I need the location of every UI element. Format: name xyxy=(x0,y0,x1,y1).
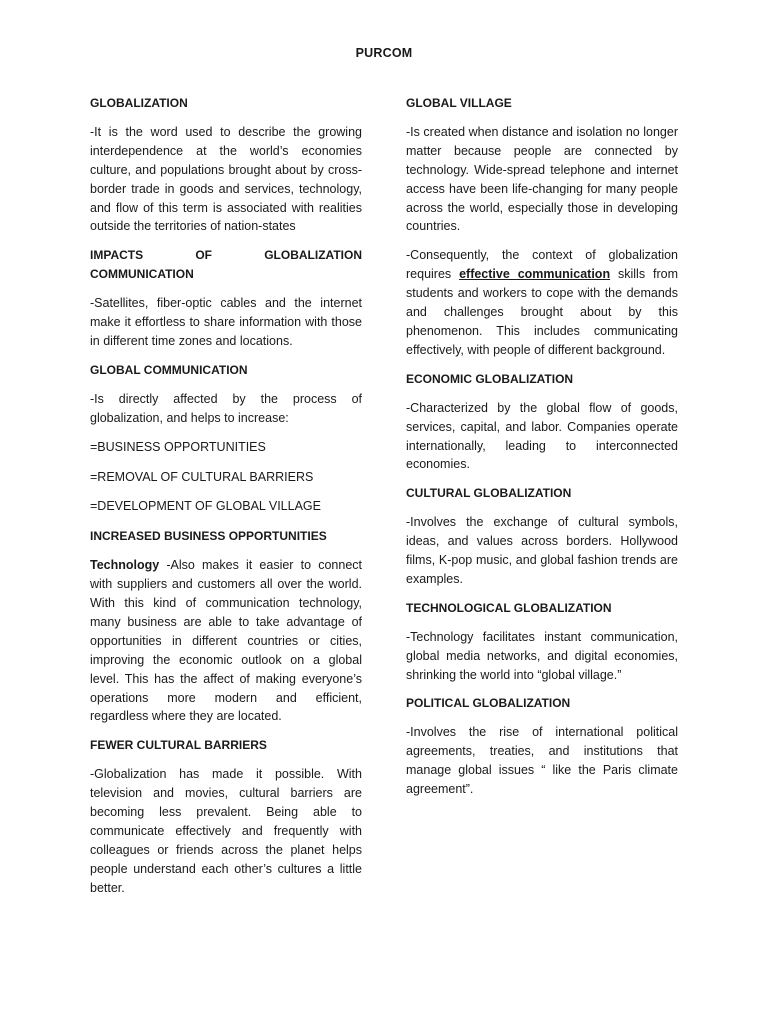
paragraph-economic-globalization: -Characterized by the global flow of goods, services, capital, and labor. Companies operate internationally, leading to interconnected economies. xyxy=(406,400,678,472)
paragraph-political-globalization: -Involves the rise of international political agreements, treaties, and institutions that manage global issues “ like the Paris climate agreement”. xyxy=(406,725,678,797)
paragraph-cultural-barriers: -Globalization has made it possible. With television and movies, cultural barriers are becoming less prevalent. Being able to communicate effectively and frequently with colleagues or friends across the planet helps people understand each other’s cultures a little better. xyxy=(90,767,362,895)
heading-political-globalization: POLITICAL GLOBALIZATION xyxy=(406,696,571,711)
paragraph-technological-globalization: -Technology facilitates instant communication, global media networks, and digital economies, shrinking the world into “global village.” xyxy=(406,629,678,682)
heading-cultural-globalization: CULTURAL GLOBALIZATION xyxy=(406,486,572,501)
business-text: -Also makes it easier to connect with suppliers and customers all over the world. With this kind of communication technology, many business are able to take advantage of opportunities in different countries or cities, improving the economic outlook on a global level. This has the affect of making everyone’s operations more modern and efficient, regardless where they are located. xyxy=(90,558,362,724)
heading-global-communication: GLOBAL COMMUNICATION xyxy=(90,362,248,377)
bullet-item: =BUSINESS OPPORTUNITIES xyxy=(90,439,266,454)
effective-communication-term: effective communication xyxy=(459,267,611,282)
heading-cultural-barriers: FEWER CULTURAL BARRIERS xyxy=(90,738,267,753)
heading-impacts: IMPACTS OF GLOBALIZATION COMMUNICATION xyxy=(90,248,362,282)
paragraph-business-opportunities xyxy=(90,556,362,726)
heading-globalization: GLOBALIZATION xyxy=(90,96,188,110)
paragraph-global-communication: -Is directly affected by the process of globalization, and helps to increase: xyxy=(90,391,362,425)
paragraph-cultural-globalization: -Involves the exchange of cultural symbols, ideas, and values across borders. Hollywood films, K-pop music, and global fashion trends are examples. xyxy=(406,515,678,586)
paragraph-impacts: -Satellites, fiber-optic cables and the internet make it effortless to share information with those in different time zones and locations. xyxy=(90,296,362,348)
heading-economic-globalization: ECONOMIC GLOBALIZATION xyxy=(406,371,574,386)
heading-global-village: GLOBAL VILLAGE xyxy=(406,96,512,110)
consequently-after: skills from students and workers to cope with the demands and challenges brought about by this phenomenon. This includes communicating effectively, with people of different background. xyxy=(406,267,678,357)
bullet-item: =DEVELOPMENT OF GLOBAL VILLAGE xyxy=(90,499,321,514)
left-column xyxy=(90,94,362,908)
heading-technological-globalization: TECHNOLOGICAL GLOBALIZATION xyxy=(406,600,612,615)
consequently-before: -Consequently, the context of globalization requires xyxy=(406,248,678,282)
paragraph-global-village: -Is created when distance and isolation no longer matter because people are connected by technology. Wide-spread telephone and internet access have been life-changing for many people across the world, especially those in developing countries. xyxy=(406,124,678,234)
paragraph-globalization: -It is the word used to describe the growing interdependence at the world’s economies culture, and populations brought about by cross-border trade in goods and services, technology, and flow of this term is associated with realities outside the territories of nation-states xyxy=(90,124,362,234)
technology-lead: Technology xyxy=(90,558,160,573)
right-column xyxy=(406,94,678,809)
bullet-item: =REMOVAL OF CULTURAL BARRIERS xyxy=(90,469,314,484)
heading-business-opportunities: INCREASED BUSINESS OPPORTUNITIES xyxy=(90,529,327,544)
paragraph-consequently xyxy=(406,246,678,359)
page-title: PURCOM xyxy=(355,46,413,60)
